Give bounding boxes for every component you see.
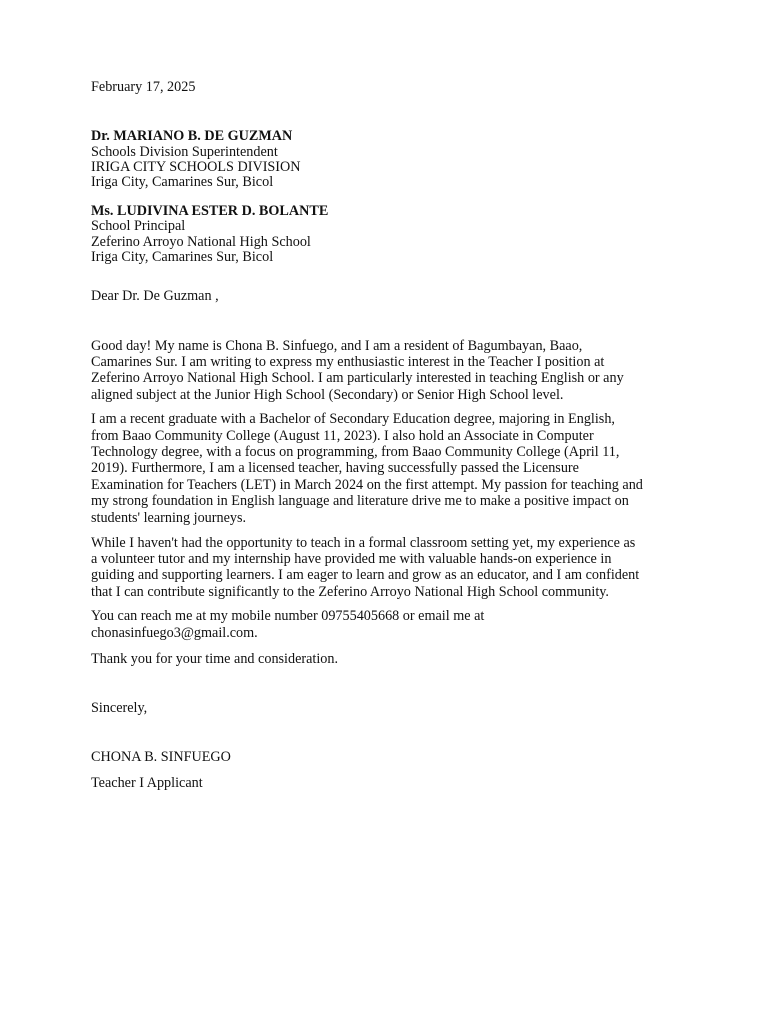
signature-name: CHONA B. SINFUEGO: [91, 749, 231, 765]
signature-title: Teacher I Applicant: [91, 775, 203, 791]
paragraph-line: Camarines Sur. I am writing to express my enthusiastic interest in the Teacher I position at: [91, 354, 605, 370]
recipient2-address: Iriga City, Camarines Sur, Bicol: [91, 249, 274, 265]
recipient1-address: Iriga City, Camarines Sur, Bicol: [91, 174, 274, 190]
letter-date: February 17, 2025: [91, 79, 196, 95]
salutation: Dear Dr. De Guzman ,: [91, 288, 219, 304]
paragraph-line: my strong foundation in English language and literature drive me to make a positive impact on: [91, 493, 629, 509]
paragraph-line: from Baao Community College (August 11, 2023). I also hold an Associate in Computer: [91, 428, 594, 444]
paragraph-line: You can reach me at my mobile number 09755405668 or email me at: [91, 608, 485, 624]
paragraph-line: guiding and supporting learners. I am eager to learn and grow as an educator, and I am confident: [91, 567, 640, 583]
recipient2-name: Ms. LUDIVINA ESTER D. BOLANTE: [91, 203, 329, 219]
contact-email: chonasinfuego3@gmail.com.: [91, 625, 258, 641]
paragraph-line: I am a recent graduate with a Bachelor of Secondary Education degree, majoring in English,: [91, 411, 615, 427]
recipient1-name: Dr. MARIANO B. DE GUZMAN: [91, 128, 293, 144]
paragraph-line: students' learning journeys.: [91, 510, 247, 526]
paragraph-line: a volunteer tutor and my internship have provided me with valuable hands-on experience in: [91, 551, 612, 567]
recipient2-title: School Principal: [91, 218, 186, 234]
paragraph-line: Good day! My name is Chona B. Sinfuego, and I am a resident of Bagumbayan, Baao,: [91, 338, 583, 354]
recipient1-office: IRIGA CITY SCHOOLS DIVISION: [91, 159, 301, 175]
paragraph-line: Examination for Teachers (LET) in March 2024 on the first attempt. My passion for teaching and: [91, 477, 643, 493]
paragraph-5: Thank you for your time and consideration.: [91, 651, 339, 667]
recipient1-title: Schools Division Superintendent: [91, 144, 278, 160]
recipient2-office: Zeferino Arroyo National High School: [91, 234, 311, 250]
paragraph-line: that I can contribute significantly to the Zeferino Arroyo National High School community.: [91, 584, 609, 600]
paragraph-line: 2019). Furthermore, I am a licensed teacher, having successfully passed the Licensure: [91, 460, 579, 476]
paragraph-line: Zeferino Arroyo National High School. I am particularly interested in teaching English or any: [91, 370, 624, 386]
paragraph-line: While I haven't had the opportunity to teach in a formal classroom setting yet, my experience as: [91, 535, 636, 551]
paragraph-line: aligned subject at the Junior High School (Secondary) or Senior High School level.: [91, 387, 564, 403]
closing: Sincerely,: [91, 700, 148, 716]
paragraph-line: Technology degree, with a focus on programming, from Baao Community College (April 11,: [91, 444, 620, 460]
